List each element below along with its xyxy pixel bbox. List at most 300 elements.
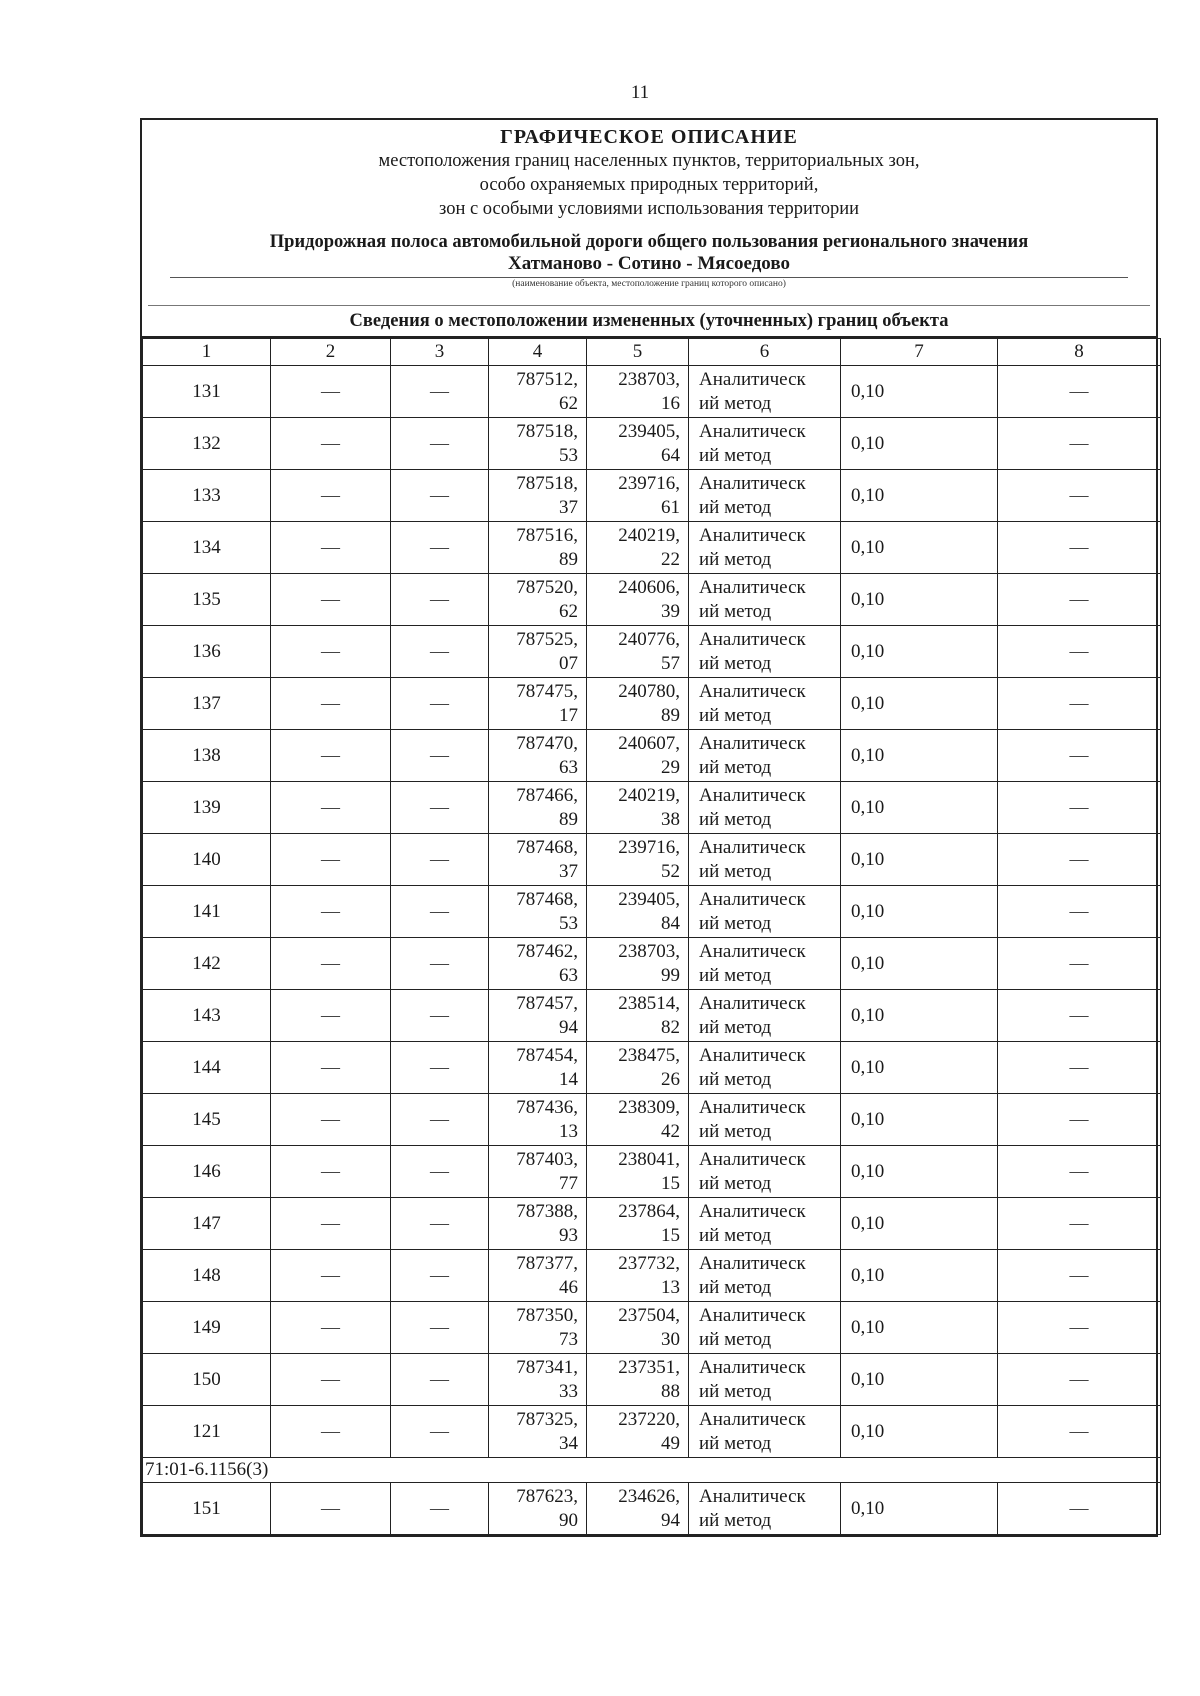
column-header: 7 [841, 339, 998, 366]
coord-x-cell [489, 1302, 587, 1354]
method-part: Аналитическ [699, 1408, 806, 1430]
method-part: Аналитическ [699, 420, 806, 442]
col2-cell: — [271, 418, 391, 470]
method-cell [689, 990, 841, 1042]
section-title: Сведения о местоположении измененных (уточненных) границ объекта [349, 311, 949, 331]
method-cell [689, 1406, 841, 1458]
method-part: Аналитическ [699, 940, 806, 962]
precision-cell: 0,10 [841, 1094, 998, 1146]
method-part: ий метод [699, 704, 772, 726]
method-cell [689, 1198, 841, 1250]
coord-y-part: 238703, [618, 940, 680, 962]
coord-y-part: 240607, [618, 732, 680, 754]
table-row [143, 1094, 1161, 1146]
coord-x-cell [489, 1483, 587, 1535]
coord-x-part: 33 [559, 1380, 578, 1402]
method-part: ий метод [699, 1328, 772, 1350]
point-number-cell: 145 [143, 1094, 271, 1146]
coord-x-part: 787341, [516, 1356, 578, 1378]
coordinates-table [142, 338, 1161, 1535]
coord-x-cell [489, 574, 587, 626]
precision-cell: 0,10 [841, 886, 998, 938]
coord-x-part: 787525, [516, 628, 578, 650]
col2-cell: — [271, 730, 391, 782]
coord-y-cell [587, 678, 689, 730]
coord-x-part: 787457, [516, 992, 578, 1014]
method-part: Аналитическ [699, 836, 806, 858]
col8-cell: — [998, 990, 1161, 1042]
coord-y-part: 22 [661, 548, 680, 570]
coord-y-cell [587, 522, 689, 574]
coord-y-cell [587, 990, 689, 1042]
method-part: Аналитическ [699, 576, 806, 598]
coord-x-part: 787520, [516, 576, 578, 598]
parcel-row [143, 1458, 1161, 1483]
coord-y-part: 61 [661, 496, 680, 518]
col2-cell: — [271, 522, 391, 574]
table-row [143, 1302, 1161, 1354]
col3-cell: — [391, 418, 489, 470]
coord-x-part: 787377, [516, 1252, 578, 1274]
table-row [143, 782, 1161, 834]
table-row [143, 470, 1161, 522]
point-number-cell: 137 [143, 678, 271, 730]
col3-cell: — [391, 938, 489, 990]
coord-y-part: 237864, [618, 1200, 680, 1222]
col3-cell: — [391, 626, 489, 678]
precision-cell: 0,10 [841, 938, 998, 990]
precision-cell: 0,10 [841, 678, 998, 730]
coord-y-cell [587, 1094, 689, 1146]
method-part: Аналитическ [699, 992, 806, 1014]
point-number-cell: 143 [143, 990, 271, 1042]
coord-y-cell [587, 1250, 689, 1302]
point-number-cell: 147 [143, 1198, 271, 1250]
table-row [143, 886, 1161, 938]
coord-y-cell [587, 1146, 689, 1198]
method-cell [689, 1483, 841, 1535]
object-name-route: Хатманово - Сотино - Мясоедово [508, 253, 790, 274]
coord-y-part: 237351, [618, 1356, 680, 1378]
column-header: 1 [143, 339, 271, 366]
col3-cell: — [391, 1250, 489, 1302]
method-part: Аналитическ [699, 1485, 806, 1507]
coord-y-cell [587, 1198, 689, 1250]
coord-x-part: 89 [559, 808, 578, 830]
method-part: Аналитическ [699, 1356, 806, 1378]
coord-x-cell [489, 366, 587, 418]
col8-cell: — [998, 1250, 1161, 1302]
coord-y-cell [587, 782, 689, 834]
method-part: ий метод [699, 912, 772, 934]
method-part: ий метод [699, 808, 772, 830]
table-row [143, 938, 1161, 990]
document-frame [140, 118, 1158, 1537]
coord-y-part: 238514, [618, 992, 680, 1014]
col2-cell: — [271, 1094, 391, 1146]
col3-cell: — [391, 1354, 489, 1406]
col3-cell: — [391, 834, 489, 886]
col3-cell: — [391, 990, 489, 1042]
coord-y-cell [587, 730, 689, 782]
coord-x-cell [489, 678, 587, 730]
coord-x-part: 787466, [516, 784, 578, 806]
coord-x-part: 787468, [516, 888, 578, 910]
coord-x-part: 37 [559, 860, 578, 882]
method-part: ий метод [699, 1432, 772, 1454]
coord-x-part: 787470, [516, 732, 578, 754]
col8-cell: — [998, 834, 1161, 886]
col8-cell: — [998, 938, 1161, 990]
precision-cell: 0,10 [841, 574, 998, 626]
coord-x-part: 34 [559, 1432, 578, 1454]
coord-x-cell [489, 1406, 587, 1458]
col3-cell: — [391, 678, 489, 730]
document-header [142, 126, 1156, 338]
method-part: Аналитическ [699, 680, 806, 702]
method-part: ий метод [699, 1380, 772, 1402]
precision-cell: 0,10 [841, 626, 998, 678]
column-header: 4 [489, 339, 587, 366]
method-cell [689, 574, 841, 626]
coord-x-part: 787623, [516, 1485, 578, 1507]
coord-y-part: 240606, [618, 576, 680, 598]
precision-cell: 0,10 [841, 418, 998, 470]
method-part: ий метод [699, 1068, 772, 1090]
table-row [143, 990, 1161, 1042]
coord-y-part: 88 [661, 1380, 680, 1402]
col2-cell: — [271, 1042, 391, 1094]
method-part: ий метод [699, 444, 772, 466]
coord-x-part: 787518, [516, 472, 578, 494]
col2-cell: — [271, 1302, 391, 1354]
coord-y-part: 30 [661, 1328, 680, 1350]
coord-y-cell [587, 1302, 689, 1354]
col2-cell: — [271, 1354, 391, 1406]
table-body [143, 366, 1161, 1535]
coord-y-part: 239716, [618, 472, 680, 494]
col8-cell: — [998, 1406, 1161, 1458]
coord-x-part: 73 [559, 1328, 578, 1350]
coord-x-cell [489, 886, 587, 938]
coord-x-cell [489, 1042, 587, 1094]
col2-cell: — [271, 990, 391, 1042]
coord-x-part: 787436, [516, 1096, 578, 1118]
precision-cell: 0,10 [841, 1354, 998, 1406]
document-title: ГРАФИЧЕСКОЕ ОПИСАНИЕ [500, 126, 798, 148]
col3-cell: — [391, 782, 489, 834]
col8-cell: — [998, 1198, 1161, 1250]
col2-cell: — [271, 1406, 391, 1458]
col2-cell: — [271, 1198, 391, 1250]
precision-cell: 0,10 [841, 1483, 998, 1535]
col2-cell: — [271, 1483, 391, 1535]
col2-cell: — [271, 938, 391, 990]
precision-cell: 0,10 [841, 1250, 998, 1302]
coord-y-part: 237504, [618, 1304, 680, 1326]
col2-cell: — [271, 834, 391, 886]
coord-x-cell [489, 1354, 587, 1406]
precision-cell: 0,10 [841, 1302, 998, 1354]
col3-cell: — [391, 1198, 489, 1250]
col2-cell: — [271, 1250, 391, 1302]
point-number-cell: 139 [143, 782, 271, 834]
coord-y-part: 240219, [618, 524, 680, 546]
coord-y-part: 239405, [618, 420, 680, 442]
point-number-cell: 146 [143, 1146, 271, 1198]
coord-y-cell [587, 1406, 689, 1458]
coord-x-part: 787350, [516, 1304, 578, 1326]
method-cell [689, 418, 841, 470]
coord-x-cell [489, 626, 587, 678]
coord-x-part: 89 [559, 548, 578, 570]
coord-x-part: 53 [559, 444, 578, 466]
coord-y-part: 84 [661, 912, 680, 934]
coord-x-part: 787516, [516, 524, 578, 546]
point-number-cell: 148 [143, 1250, 271, 1302]
method-part: Аналитическ [699, 472, 806, 494]
method-part: ий метод [699, 860, 772, 882]
point-number-cell: 132 [143, 418, 271, 470]
table-row [143, 1483, 1161, 1535]
coord-x-cell [489, 418, 587, 470]
method-part: ий метод [699, 1120, 772, 1142]
coord-y-part: 15 [661, 1224, 680, 1246]
coord-y-part: 42 [661, 1120, 680, 1142]
method-part: Аналитическ [699, 732, 806, 754]
col3-cell: — [391, 1094, 489, 1146]
table-row [143, 366, 1161, 418]
parcel-label: 71:01-6.1156(3) [143, 1458, 1161, 1483]
method-cell [689, 522, 841, 574]
coord-x-cell [489, 470, 587, 522]
col2-cell: — [271, 678, 391, 730]
table-row [143, 1250, 1161, 1302]
col8-cell: — [998, 678, 1161, 730]
method-cell [689, 938, 841, 990]
method-part: Аналитическ [699, 1252, 806, 1274]
coord-x-part: 17 [559, 704, 578, 726]
coord-y-cell [587, 366, 689, 418]
method-cell [689, 678, 841, 730]
coord-x-part: 93 [559, 1224, 578, 1246]
method-part: ий метод [699, 1276, 772, 1298]
coord-x-cell [489, 782, 587, 834]
col8-cell: — [998, 470, 1161, 522]
table-row [143, 626, 1161, 678]
coord-x-part: 787388, [516, 1200, 578, 1222]
table-header-row [143, 339, 1161, 366]
method-part: Аналитическ [699, 1304, 806, 1326]
method-cell [689, 1250, 841, 1302]
col8-cell: — [998, 1094, 1161, 1146]
coord-y-part: 240776, [618, 628, 680, 650]
method-part: ий метод [699, 964, 772, 986]
col8-cell: — [998, 886, 1161, 938]
method-part: Аналитическ [699, 784, 806, 806]
coord-x-part: 787475, [516, 680, 578, 702]
col8-cell: — [998, 574, 1161, 626]
coord-x-part: 46 [559, 1276, 578, 1298]
coord-x-part: 787462, [516, 940, 578, 962]
col8-cell: — [998, 1302, 1161, 1354]
table-row [143, 574, 1161, 626]
point-number-cell: 140 [143, 834, 271, 886]
method-part: ий метод [699, 1509, 772, 1531]
coord-y-part: 38 [661, 808, 680, 830]
table-row [143, 730, 1161, 782]
coord-y-cell [587, 938, 689, 990]
point-number-cell: 136 [143, 626, 271, 678]
coord-x-cell [489, 834, 587, 886]
column-header: 3 [391, 339, 489, 366]
table-row [143, 418, 1161, 470]
table-row [143, 834, 1161, 886]
col8-cell: — [998, 1042, 1161, 1094]
coord-y-cell [587, 886, 689, 938]
precision-cell: 0,10 [841, 366, 998, 418]
coord-y-part: 238703, [618, 368, 680, 390]
col8-cell: — [998, 522, 1161, 574]
coord-y-part: 234626, [618, 1485, 680, 1507]
title-subline: зон с особыми условиями использования территории [439, 199, 859, 219]
coord-y-part: 238041, [618, 1148, 680, 1170]
precision-cell: 0,10 [841, 470, 998, 522]
object-name-caption: (наименование объекта, местоположение границ которого описано) [512, 279, 786, 289]
coord-y-cell [587, 1354, 689, 1406]
point-number-cell: 121 [143, 1406, 271, 1458]
precision-cell: 0,10 [841, 1146, 998, 1198]
coord-y-part: 15 [661, 1172, 680, 1194]
method-part: Аналитическ [699, 888, 806, 910]
col3-cell: — [391, 1302, 489, 1354]
coord-x-part: 62 [559, 392, 578, 414]
coord-x-part: 63 [559, 964, 578, 986]
coord-x-part: 787454, [516, 1044, 578, 1066]
coord-y-cell [587, 1483, 689, 1535]
coord-x-cell [489, 522, 587, 574]
col3-cell: — [391, 1042, 489, 1094]
page-number: 11 [630, 82, 650, 103]
coord-y-part: 238309, [618, 1096, 680, 1118]
method-part: Аналитическ [699, 1148, 806, 1170]
coord-y-cell [587, 470, 689, 522]
coord-y-part: 52 [661, 860, 680, 882]
precision-cell: 0,10 [841, 1042, 998, 1094]
coord-y-part: 29 [661, 756, 680, 778]
col3-cell: — [391, 1146, 489, 1198]
coord-x-cell [489, 1094, 587, 1146]
coord-y-part: 239405, [618, 888, 680, 910]
coord-x-part: 13 [559, 1120, 578, 1142]
col3-cell: — [391, 522, 489, 574]
coord-y-part: 82 [661, 1016, 680, 1038]
point-number-cell: 144 [143, 1042, 271, 1094]
point-number-cell: 150 [143, 1354, 271, 1406]
point-number-cell: 133 [143, 470, 271, 522]
col8-cell: — [998, 782, 1161, 834]
table-row [143, 678, 1161, 730]
col3-cell: — [391, 1406, 489, 1458]
col2-cell: — [271, 366, 391, 418]
coord-x-cell [489, 730, 587, 782]
point-number-cell: 151 [143, 1483, 271, 1535]
object-name: Придорожная полоса автомобильной дороги общего пользования регионального значения [269, 232, 1029, 252]
coord-x-part: 787325, [516, 1408, 578, 1430]
method-cell [689, 366, 841, 418]
point-number-cell: 141 [143, 886, 271, 938]
coord-y-part: 49 [661, 1432, 680, 1454]
coord-y-part: 237220, [618, 1408, 680, 1430]
col8-cell: — [998, 1354, 1161, 1406]
col2-cell: — [271, 470, 391, 522]
coord-y-cell [587, 574, 689, 626]
col8-cell: — [998, 730, 1161, 782]
column-header: 8 [998, 339, 1161, 366]
coord-y-part: 26 [661, 1068, 680, 1090]
method-cell [689, 1354, 841, 1406]
coord-y-part: 240780, [618, 680, 680, 702]
col3-cell: — [391, 574, 489, 626]
precision-cell: 0,10 [841, 1198, 998, 1250]
method-part: ий метод [699, 496, 772, 518]
coord-x-part: 77 [559, 1172, 578, 1194]
method-part: Аналитическ [699, 524, 806, 546]
col8-cell: — [998, 1146, 1161, 1198]
coord-x-part: 787403, [516, 1148, 578, 1170]
col2-cell: — [271, 574, 391, 626]
coord-y-cell [587, 418, 689, 470]
title-subline: особо охраняемых природных территорий, [479, 175, 819, 195]
column-header: 5 [587, 339, 689, 366]
column-header: 6 [689, 339, 841, 366]
coord-x-part: 787512, [516, 368, 578, 390]
col2-cell: — [271, 782, 391, 834]
coord-x-part: 62 [559, 600, 578, 622]
coord-x-part: 90 [559, 1509, 578, 1531]
method-part: ий метод [699, 756, 772, 778]
table-row [143, 1146, 1161, 1198]
method-part: Аналитическ [699, 628, 806, 650]
column-header: 2 [271, 339, 391, 366]
method-cell [689, 1094, 841, 1146]
table-row [143, 1042, 1161, 1094]
table-row [143, 1198, 1161, 1250]
coord-x-cell [489, 1146, 587, 1198]
col3-cell: — [391, 470, 489, 522]
precision-cell: 0,10 [841, 730, 998, 782]
coord-y-cell [587, 626, 689, 678]
coord-x-part: 14 [559, 1068, 578, 1090]
coord-y-part: 13 [661, 1276, 680, 1298]
col8-cell: — [998, 418, 1161, 470]
col3-cell: — [391, 730, 489, 782]
method-part: ий метод [699, 600, 772, 622]
point-number-cell: 149 [143, 1302, 271, 1354]
point-number-cell: 134 [143, 522, 271, 574]
coord-x-cell [489, 1198, 587, 1250]
coord-x-cell [489, 990, 587, 1042]
method-cell [689, 626, 841, 678]
coord-x-part: 63 [559, 756, 578, 778]
method-part: ий метод [699, 1172, 772, 1194]
col3-cell: — [391, 366, 489, 418]
method-cell [689, 1042, 841, 1094]
coord-x-part: 53 [559, 912, 578, 934]
coord-y-part: 39 [661, 600, 680, 622]
table-row [143, 1406, 1161, 1458]
method-part: ий метод [699, 1016, 772, 1038]
